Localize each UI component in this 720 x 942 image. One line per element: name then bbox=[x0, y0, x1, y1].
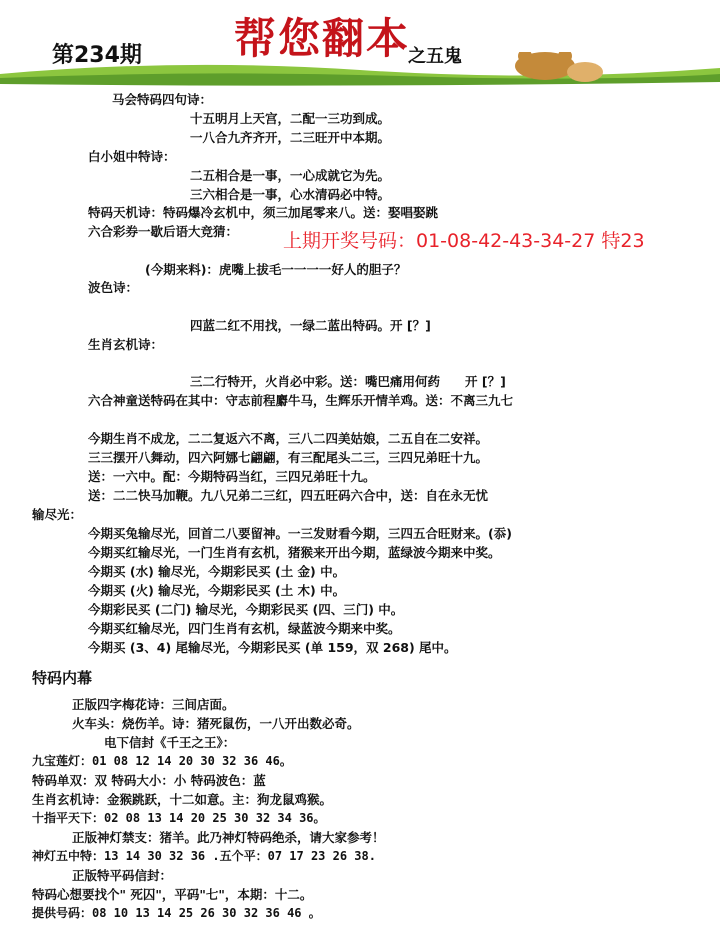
text-line: 今期买红输尽光，一门生肖有玄机，猪猴来开出今期，蓝绿波今期来中奖。 bbox=[88, 545, 501, 560]
text-line: 送：二二快马加鞭。九八兄弟二三红，四五旺码六合中，送：自在永无忧 bbox=[88, 488, 489, 503]
text-line: 今期买红输尽光，四门生肖有玄机，绿蓝波今期来中奖。 bbox=[88, 621, 401, 636]
text-line: 火车头：烧伤羊。诗：猪死鼠伤，一八开出数必奇。 bbox=[72, 716, 360, 731]
text-line: 四蓝二红不用找，一绿二蓝出特码。开 [？] bbox=[190, 318, 431, 333]
text-line: 输尽光： bbox=[32, 507, 83, 522]
text-line: 马会特码四句诗： bbox=[112, 92, 213, 107]
text-line: 电下信封《千王之王》： bbox=[104, 735, 236, 750]
text-line: 三二行特开，火肖必中彩。送：嘴巴痛用何药 开 [？] bbox=[190, 374, 506, 389]
text-line: 九宝莲灯：01 08 12 14 20 30 32 36 46。 bbox=[32, 754, 292, 768]
text-line: 十指平天下：02 08 13 14 20 25 30 32 34 36。 bbox=[32, 811, 326, 825]
text-line: 正版四字梅花诗：三间店面。 bbox=[72, 697, 235, 712]
text-line: 波色诗： bbox=[88, 280, 139, 295]
text-line: 神灯五中特：13 14 30 32 36 .五个平：07 17 23 26 38. bbox=[32, 849, 376, 863]
text-line: 正版特平码信封： bbox=[72, 868, 173, 883]
text-line: 六合神童送特码在其中：守志前程麝牛马，生辉乐开情羊鸡。送：不离三九七 bbox=[88, 393, 514, 408]
last-draw-numbers: 上期开奖号码：01-08-42-43-34-27 特23 bbox=[283, 230, 645, 252]
text-line: 今期买兔输尽光，回首二八要留神。一三发财看今期，三四五合旺财来。(忝) bbox=[88, 526, 512, 541]
text-line: 三六相合是一事，心水清码必中特。 bbox=[190, 187, 391, 202]
text-line: 特码心想要找个" 死囚"，平码"七"，本期：十二。 bbox=[32, 887, 313, 902]
text-line: 送：一六中。配：今期特码当红，三四兄弟旺十九。 bbox=[88, 469, 376, 484]
text-line: (今期来料)：虎嘴上拔毛一一一一好人的胆子？ bbox=[145, 262, 407, 277]
text-line: 六合彩券一歇后语大竞猜： bbox=[88, 224, 239, 239]
text-line: 二五相合是一事，一心成就它为先。 bbox=[190, 168, 391, 183]
text-line: 三三摆开八舞动，四六阿娜七翩翩，有三配尾头二三，三四兄弟旺十九。 bbox=[88, 450, 489, 465]
text-line: 一八合九齐齐开，二三旺开中本期。 bbox=[190, 130, 391, 145]
section-heading: 特码内幕 bbox=[32, 669, 93, 687]
text-line: 今期生肖不成龙，二二复返六不离，三八二四美姑娘，二五自在二安祥。 bbox=[88, 431, 489, 446]
text-line: 今期买 (3、4) 尾输尽光，今期彩民买 (单 159，双 268) 尾中。 bbox=[88, 640, 457, 655]
text-line: 十五明月上天宫，二配一三功到成。 bbox=[190, 111, 391, 126]
text-line: 生肖玄机诗： bbox=[88, 337, 164, 352]
text-line: 今期彩民买 (二门) 输尽光，今期彩民买 (四、三门) 中。 bbox=[88, 602, 404, 617]
text-line: 特码天机诗：特码爆冷玄机中，须三加尾零来八。送：娶唱娶跳 bbox=[88, 205, 439, 220]
logo-title: 帮您翻本 bbox=[234, 14, 411, 63]
logo-subtitle: 之五鬼 bbox=[408, 46, 462, 67]
text-line: 今期买 (火) 输尽光，今期彩民买 (土 木) 中。 bbox=[88, 583, 346, 598]
text-line: 今期买 (水) 输尽光，今期彩民买 (土 金) 中。 bbox=[88, 564, 346, 579]
text-line: 正版神灯禁支：猪羊。此乃神灯特码绝杀，请大家参考！ bbox=[72, 830, 385, 845]
text-line: 提供号码：08 10 13 14 25 26 30 32 36 46 。 bbox=[32, 906, 321, 920]
text-line: 生肖玄机诗：金猴跳跃，十二如意。主：狗龙鼠鸡猴。 bbox=[32, 792, 333, 807]
text-line: 特码单双：双 特码大小：小 特码波色：蓝 bbox=[32, 773, 266, 788]
issue-number: 第234期 bbox=[52, 43, 142, 68]
text-line: 白小姐中特诗： bbox=[88, 149, 176, 164]
